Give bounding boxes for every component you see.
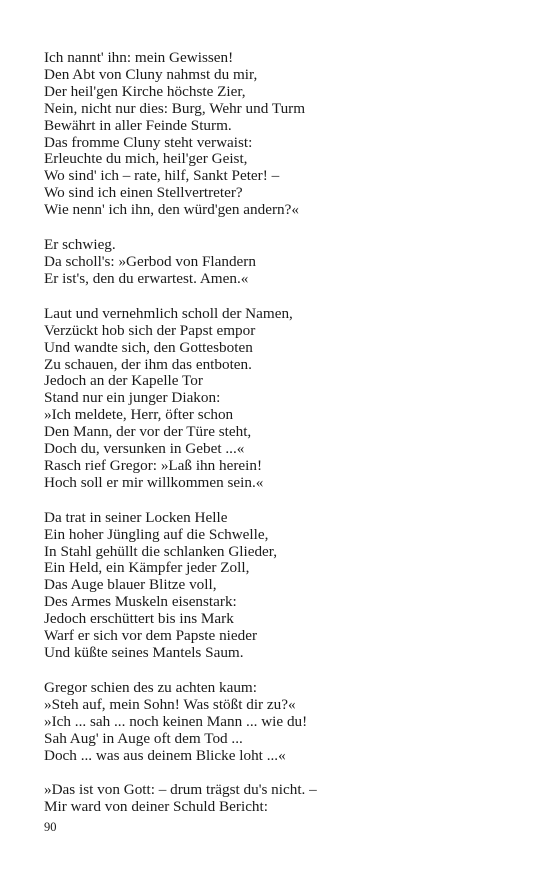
poem-line: Zu schauen, der ihm das entboten. (44, 355, 252, 373)
poem-line: Erleuchte du mich, heil'ger Geist, (44, 150, 248, 168)
poem-line: Da trat in seiner Locken Helle (44, 508, 228, 526)
poem-line: Nein, nicht nur dies: Burg, Wehr und Turm (44, 99, 306, 117)
poem-line: Stand nur ein junger Diakon: (44, 389, 221, 407)
poem-line: Des Armes Muskeln eisenstark: (44, 593, 237, 611)
poem-line: Ein hoher Jüngling auf die Schwelle, (44, 525, 269, 543)
poem-line: Sah Aug' in Auge oft dem Tod ... (44, 729, 243, 747)
poem-line: Wie nenn' ich ihn, den würd'gen andern?« (44, 201, 299, 219)
poem-line: Ich nannt' ihn: mein Gewissen! (44, 49, 234, 66)
poem-line: Laut und vernehmlich scholl der Namen, (44, 304, 293, 322)
stanza (44, 782, 514, 816)
poem-line: »Ich meldete, Herr, öfter schon (44, 406, 234, 424)
poem-line: Der heil'gen Kirche höchste Zier, (44, 82, 246, 100)
poem-line: Das Auge blauer Blitze voll, (44, 576, 217, 594)
page-number: 90 (44, 820, 57, 834)
stanza (44, 680, 514, 765)
stanza (44, 510, 514, 662)
poem-text (44, 50, 514, 834)
stanza (44, 306, 514, 492)
poem-line: Warf er sich vor dem Papste nieder (44, 627, 258, 645)
stanza (44, 50, 514, 219)
poem-line: Doch ... was aus deinem Blicke loht ...« (44, 746, 286, 764)
poem-line: Doch du, versunken in Gebet ...« (44, 440, 245, 458)
poem-line: Jedoch an der Kapelle Tor (44, 372, 203, 390)
poem-line: »Steh auf, mein Sohn! Was stößt dir zu?« (44, 695, 296, 713)
poem-line: Den Mann, der vor der Türe steht, (44, 423, 252, 441)
poem-line: Rasch rief Gregor: »Laß ihn herein! (44, 456, 263, 474)
poem-line: Ein Held, ein Kämpfer jeder Zoll, (44, 559, 250, 577)
poem-line: Und küßte seines Mantels Saum. (44, 644, 244, 661)
poem-line: Gregor schien des zu achten kaum: (44, 678, 257, 696)
poem-line: Hoch soll er mir willkommen sein.« (44, 473, 264, 491)
poem-line: In Stahl gehüllt die schlanken Glieder, (44, 542, 278, 560)
poem-line: »Das ist von Gott: – drum trägst du's nicht. – (44, 781, 317, 799)
poem-line: Den Abt von Cluny nahmst du mir, (44, 65, 258, 83)
stanza (44, 237, 514, 288)
poem-line: Und wandte sich, den Gottesboten (44, 338, 253, 356)
poem-line: Verzückt hob sich der Papst empor (44, 321, 256, 339)
poem-line: Jedoch erschüttert bis ins Mark (44, 610, 234, 628)
poem-line: Mir ward von deiner Schuld Bericht: (44, 798, 268, 816)
poem-line: Wo sind ich einen Stellvertreter? (44, 184, 243, 202)
poem-line: Das fromme Cluny steht verwaist: (44, 133, 253, 151)
poem-line: Bewährt in aller Feinde Sturm. (44, 116, 232, 134)
poem-line: Da scholl's: »Gerbod von Flandern (44, 252, 256, 270)
poem-line: »Ich ... sah ... noch keinen Mann ... wie du! (44, 712, 308, 730)
poem-line: Er schwieg. (44, 236, 116, 254)
poem-line: Er ist's, den du erwartest. Amen.« (44, 269, 249, 287)
poem-line: Wo sind' ich – rate, hilf, Sankt Peter! – (44, 167, 280, 185)
